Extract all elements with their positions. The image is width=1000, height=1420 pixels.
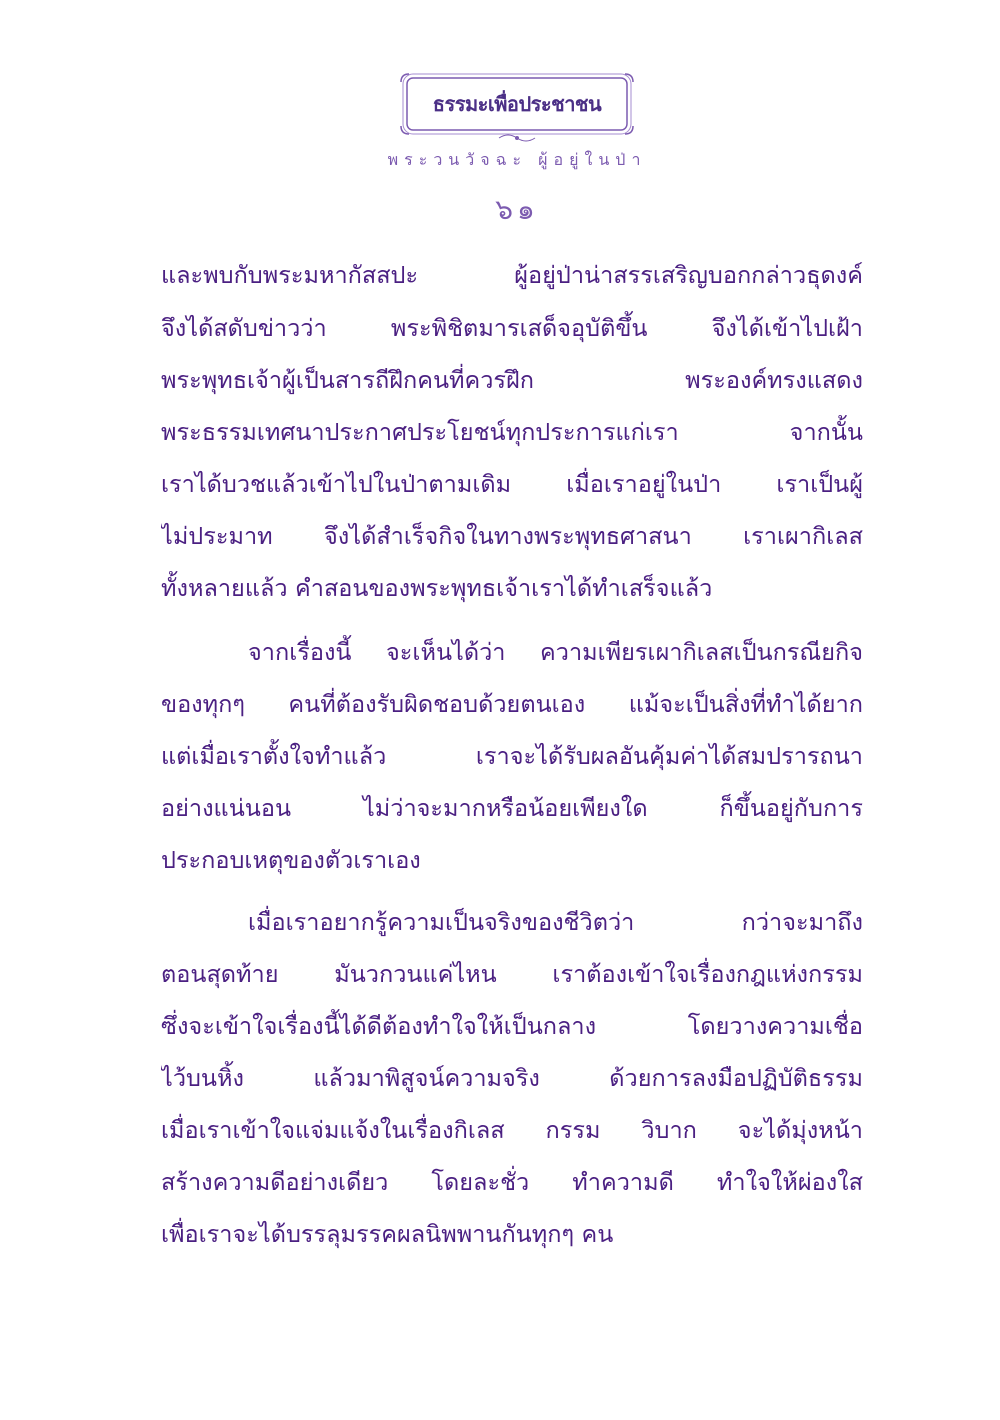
paragraph-2-line-2: ของทุกๆ คนที่ต้องรับผิดชอบด้วยตนเอง แม้จะเป็นสิ่งที่ทำได้ยาก (161, 690, 863, 718)
page-number: ๖๑ (495, 193, 539, 226)
paragraph-3-line-6: สร้างความดีอย่างเดียว โดยละชั่ว ทำความดี ทำใจให้ผ่องใส (161, 1168, 863, 1196)
paragraph-3-line-1: เมื่อเราอยากรู้ความเป็นจริงของชีวิตว่า กว่าจะมาถึง (248, 908, 863, 936)
paragraph-2-line-1: จากเรื่องนี้ จะเห็นได้ว่า ความเพียรเผากิเลสเป็นกรณียกิจ (248, 638, 863, 666)
paragraph-3-line-2: ตอนสุดท้าย มันวกวนแค่ไหน เราต้องเข้าใจเรื่องกฎแห่งกรรม (161, 960, 863, 988)
paragraph-1-line-5: เราได้บวชแล้วเข้าไปในป่าตามเดิม เมื่อเราอยู่ในป่า เราเป็นผู้ (161, 470, 863, 498)
paragraph-1-line-4: พระธรรมเทศนาประกาศประโยชน์ทุกประการแก่เรา จากนั้น (161, 418, 863, 446)
paragraph-3-line-3: ซึ่งจะเข้าใจเรื่องนี้ได้ดีต้องทำใจให้เป็นกลาง โดยวางความเชื่อ (161, 1012, 863, 1040)
paragraph-3-line-5: เมื่อเราเข้าใจแจ่มแจ้งในเรื่องกิเลส กรรม วิบาก จะได้มุ่งหน้า (161, 1116, 863, 1144)
paragraph-1-line-6: ไม่ประมาท จึงได้สำเร็จกิจในทางพระพุทธศาสนา เราเผากิเลส (161, 522, 863, 550)
paragraph-2-line-5: ประกอบเหตุของตัวเราเอง (161, 846, 421, 874)
paragraph-3-line-4: ไว้บนหิ้ง แล้วมาพิสูจน์ความจริง ด้วยการลงมือปฏิบัติธรรม (161, 1064, 863, 1092)
paragraph-2-line-3: แต่เมื่อเราตั้งใจทำแล้ว เราจะได้รับผลอันคุ้มค่าได้สมปรารถนา (161, 742, 863, 770)
logo-title: ธรรมะเพื่อประชาชน (432, 92, 602, 116)
paragraph-1-line-2: จึงได้สดับข่าวว่า พระพิชิตมารเสด็จอุบัติขึ้น จึงได้เข้าไปเฝ้า (161, 314, 863, 342)
paragraph-2-line-4: อย่างแน่นอน ไม่ว่าจะมากหรือน้อยเพียงใด ก็ขึ้นอยู่กับการ (161, 794, 863, 822)
paragraph-3-line-7: เพื่อเราจะได้บรรลุมรรคผลนิพพานกันทุกๆ คน (161, 1220, 614, 1248)
paragraph-1-line-3: พระพุทธเจ้าผู้เป็นสารถีฝึกคนที่ควรฝึก พระองค์ทรงแสดง (161, 366, 863, 394)
paragraph-1-line-7: ทั้งหลายแล้ว คำสอนของพระพุทธเจ้าเราได้ทำเสร็จแล้ว (161, 574, 713, 602)
paragraph-1-line-1: และพบกับพระมหากัสสปะ ผู้อยู่ป่าน่าสรรเสริญบอกกล่าวธุดงค์ (161, 261, 863, 289)
running-head: พระวนวัจฉะ ผู้อยู่ในป่า (387, 150, 647, 169)
